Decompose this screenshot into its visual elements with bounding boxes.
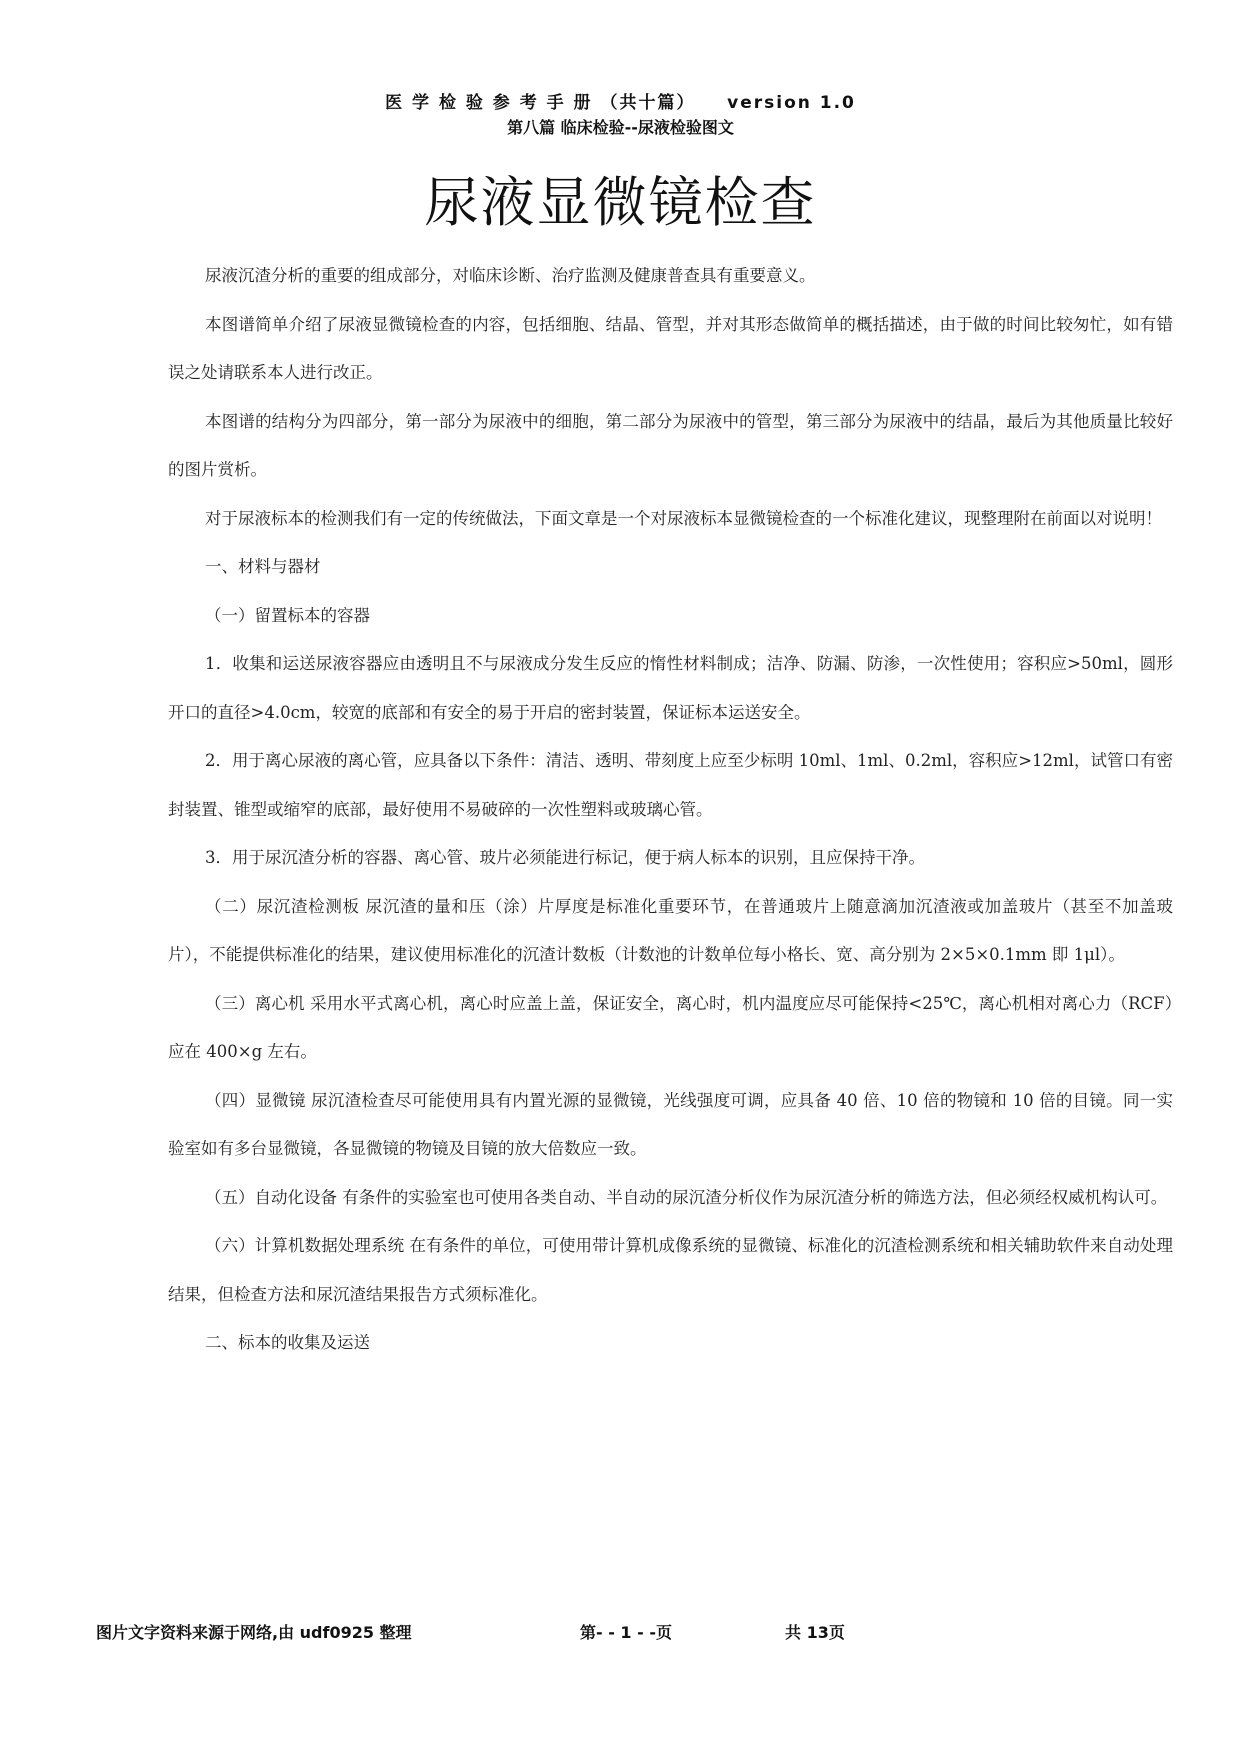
paragraph: （六）计算机数据处理系统 在有条件的单位，可使用带计算机成像系统的显微镜、标准化的沉渣检测系统和相关辅助软件来自动处理结果，但检查方法和尿沉渣结果报告方式须标准化。 [168,1236,1173,1304]
paragraph: 2．用于离心尿液的离心管，应具备以下条件：清洁、透明、带刻度上应至少标明 10ml、1ml、0.2ml，容积应>12ml，试管口有密封装置、锥型或缩窄的底部，最好使用不易破碎的一次性塑料或玻璃心管。 [168,751,1173,819]
paragraph: （三）离心机 采用水平式离心机，离心时应盖上盖，保证安全，离心时，机内温度应尽可能保持<25℃，离心机相对离心力（RCF）应在 400×g 左右。 [168,993,1173,1061]
paragraph: （五）自动化设备 有条件的实验室也可使用各类自动、半自动的尿沉渣分析仪作为尿沉渣分析的筛选方法，但必须经权威机构认可。 [205,1187,1168,1207]
page-title: 尿液显微镜检查 [424,171,817,234]
footer-page-number: 第- - 1 - -页 [580,1623,672,1642]
paragraph: 本图谱简单介绍了尿液显微镜检查的内容，包括细胞、结晶、管型，并对其形态做简单的概括描述，由于做的时间比较匆忙，如有错误之处请联系本人进行改正。 [168,314,1173,382]
footer-source: 图片文字资料来源于网络,由 udf0925 整理 [96,1623,412,1642]
section-heading: 一、材料与器材 [205,557,321,576]
footer-total-pages: 共 13页 [785,1623,845,1642]
chapter-subtitle: 第八篇 临床检验--尿液检验图文 [507,118,734,137]
paragraph: 1．收集和运送尿液容器应由透明且不与尿液成分发生反应的惰性材料制成；洁净、防漏、防渗，一次性使用；容积应>50ml，圆形开口的直径>4.0cm，较宽的底部和有安全的易于开启的密封装置，保证标本运送安全。 [168,654,1173,722]
subsection-heading: （一）留置标本的容器 [205,605,370,625]
manual-header: 医 学 检 验 参 考 手 册 （共十篇） version 1.0 [385,93,856,113]
paragraph: 对于尿液标本的检测我们有一定的传统做法，下面文章是一个对尿液标本显微镜检查的一个标准化建议，现整理附在前面以对说明！ [205,508,1162,528]
paragraph: 尿液沉渣分析的重要的组成部分，对临床诊断、治疗监测及健康普查具有重要意义。 [205,266,816,285]
paragraph: 3．用于尿沉渣分析的容器、离心管、玻片必须能进行标记，便于病人标本的识别，且应保持干净。 [205,848,925,867]
section-heading: 二、标本的收集及运送 [205,1333,370,1352]
paragraph: （二）尿沉渣检测板 尿沉渣的量和压（涂）片厚度是标准化重要环节，在普通玻片上随意滴加沉渣液或加盖玻片（甚至不加盖玻片），不能提供标准化的结果，建议使用标准化的沉渣计数板（计数池的计数单位每小格长、宽、高分别为 2×5×0.1mm 即 1μl）。 [168,896,1173,964]
document-body [168,252,1173,1368]
paragraph: 本图谱的结构分为四部分，第一部分为尿液中的细胞，第二部分为尿液中的管型，第三部分为尿液中的结晶，最后为其他质量比较好的图片赏析。 [168,411,1173,479]
paragraph: （四）显微镜 尿沉渣检查尽可能使用具有内置光源的显微镜，光线强度可调，应具备 40 倍、10 倍的物镜和 10 倍的目镜。同一实验室如有多台显微镜，各显微镜的物镜及目镜的放大倍数应一致。 [168,1090,1173,1158]
